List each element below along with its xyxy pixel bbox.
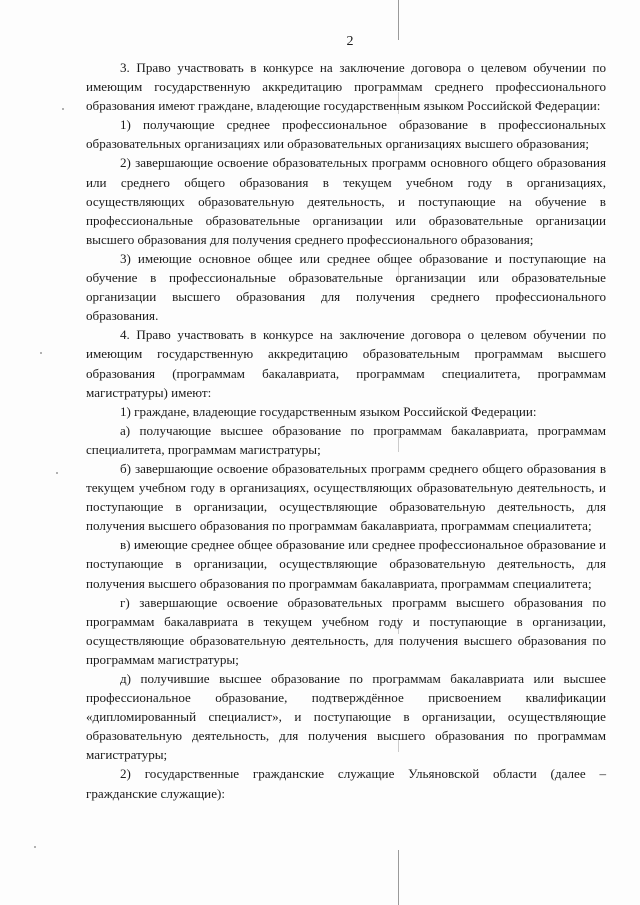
page-number: 2 <box>346 34 354 49</box>
body-text <box>86 58 606 803</box>
paragraph: а) получающие высшее образование по программам бакалавриата, программам специалитета, программам магистратуры; <box>86 422 606 457</box>
scan-speck <box>34 846 36 848</box>
scan-artifact-line <box>398 850 399 905</box>
paragraph: 2) завершающие освоение образовательных программ основного общего образования или среднего общего образования в текущем учебном году в организациях, осуществляющих образовательную деятельность, и поступающие на обучение в профессиональные образовательные организации или образовательные организации высшего образования для получения среднего профессионального образования; <box>86 155 606 247</box>
paragraph: 3. Право участвовать в конкурсе на заключение договора о целевом обучении по имеющим государственную аккредитацию программам среднего профессионального образования имеют граждане, владеющие государственным языком Российской Федерации: <box>86 60 606 114</box>
paragraph: 1) граждане, владеющие государственным языком Российской Федерации: <box>120 403 537 419</box>
paragraph: в) имеющие среднее общее образование или среднее профессиональное образование и поступающие в организации, осуществляющие образовательную деятельность, для получения высшего образования по программам бакалавриата, программам специалитета; <box>86 537 606 591</box>
paragraph: д) получившие высшее образование по программам бакалавриата или высшее профессиональное образование, подтверждённое присвоением квалификации «дипломированный специалист», и поступающие в организации, осуществляющие образовательную деятельность, для получения высшего образования по программам магистратуры; <box>86 671 606 763</box>
scan-speck <box>56 472 58 474</box>
scan-artifact-line <box>398 0 399 40</box>
paragraph: 1) получающие среднее профессиональное образование в профессиональных образовательных организациях или образовательных организациях высшего образования; <box>86 117 606 152</box>
paragraph: 3) имеющие основное общее или среднее общее образование и поступающие на обучение в профессиональные образовательные организации или образовательные организации высшего образования для получения среднего профессионального образования. <box>86 250 606 324</box>
paragraph: б) завершающие освоение образовательных программ среднего общего образования в текущем учебном году в организациях, осуществляющих образовательную деятельность, и поступающие в организации, осуществляющие образовательную деятельность, для получения высшего образования по программам бакалавриата, программам специалитета; <box>86 460 606 534</box>
paragraph: 4. Право участвовать в конкурсе на заключение договора о целевом обучении по имеющим государственную аккредитацию образовательным программам высшего образования (программам бакалавриата, программам специалитета, программам магистратуры) имеют: <box>86 327 606 400</box>
paragraph: г) завершающие освоение образовательных программ высшего образования по программам бакалавриата в текущем учебном году и поступающие в организации, осуществляющие образовательную деятельность, для получения высшего образования по программам магистратуры; <box>86 594 606 667</box>
scan-speck <box>40 352 42 354</box>
scan-speck <box>62 108 64 110</box>
paragraph: 2) государственные гражданские служащие Ульяновской области (далее – гражданские служащие): <box>86 766 606 801</box>
